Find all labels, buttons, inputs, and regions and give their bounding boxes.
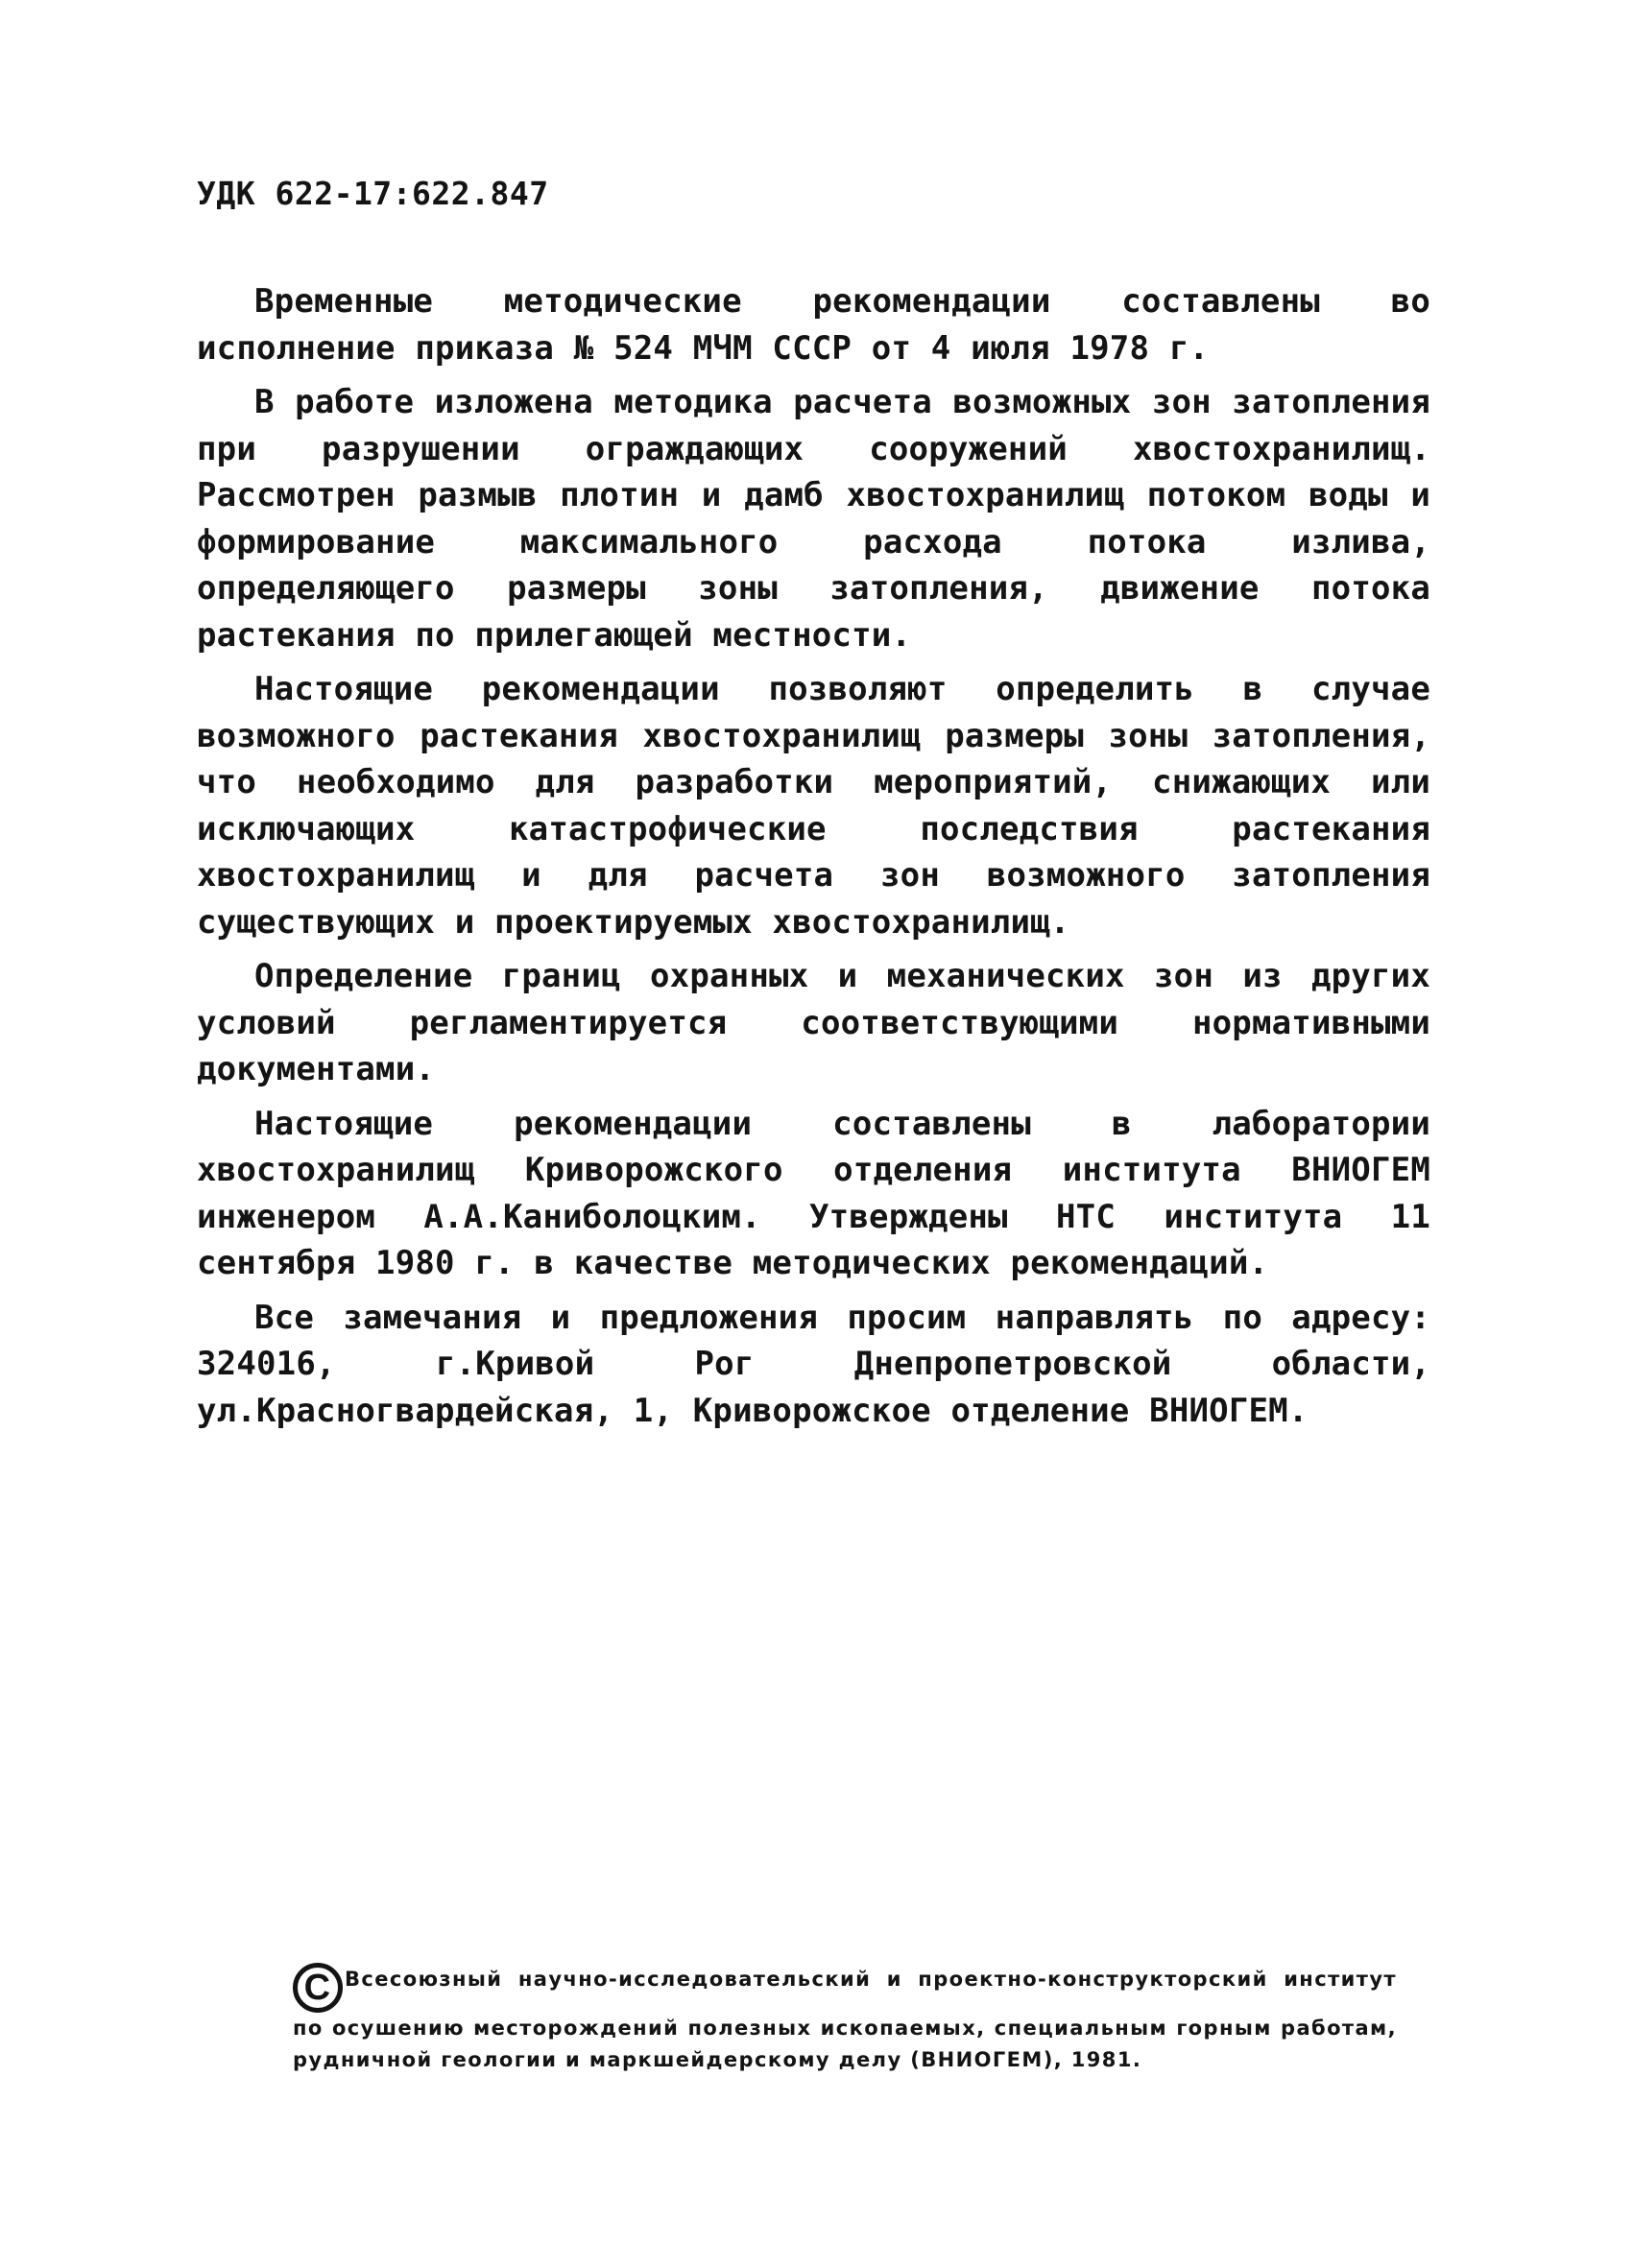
copyright-notice [293, 1963, 1397, 2076]
paragraph-purpose: Временные методические рекомендации составлены во исполнение приказа № 524 МЧМ СССР от 4 июля 1978 г. [197, 282, 1430, 368]
paragraph-methodology: В работе изложена методика расчета возможных зон затопления при разрушении ограждающих сооружений хвостохранилищ. Рассмотрен размыв плотин и дамб хвостохранилищ потоком воды и формирование максимального расхода потока излива, определяющего размеры зоны затопления, движение потока растекания по прилегающей местности. [197, 383, 1430, 655]
paragraph-application: Настоящие рекомендации позволяют определить в случае возможного растекания хвостохранилищ размеры зоны затопления, что необходимо для разработки мероприятий, снижающих или исключающих катастрофические последствия растекания хвостохранилищ и для расчета зон возможного затопления существующих и проектируемых хвостохранилищ. [197, 670, 1430, 942]
paragraph-authorship: Настоящие рекомендации составлены в лаборатории хвостохранилищ Криворожского отделения института ВНИОГЕМ инженером А.А.Каниболоцким. Утверждены НТС института 11 сентября 1980 г. в качестве методических рекомендаций. [197, 1104, 1430, 1282]
main-text [197, 278, 1430, 1442]
copyright-icon: C [293, 1963, 343, 2013]
paragraph-contact-address: Все замечания и предложения просим направлять по адресу: 324016, г.Кривой Рог Днепропетровской области, ул.Красногвардейская, 1, Криворожское отделение ВНИОГЕМ. [197, 1298, 1430, 1430]
copyright-text: Всесоюзный научно-исследовательский и проектно-конструкторский институт по осушению месторождений полезных ископаемых, специальным горным работам, рудничной геологии и маркшейдерскому делу (ВНИОГЕМ), 1981. [293, 1968, 1397, 2071]
paragraph-boundaries: Определение границ охранных и механических зон из других условий регламентируется соответствующими нормативными документами. [197, 957, 1430, 1088]
copyright-paragraph [293, 1963, 1397, 2076]
udc-code: УДК 622-17:622.847 [197, 175, 549, 212]
